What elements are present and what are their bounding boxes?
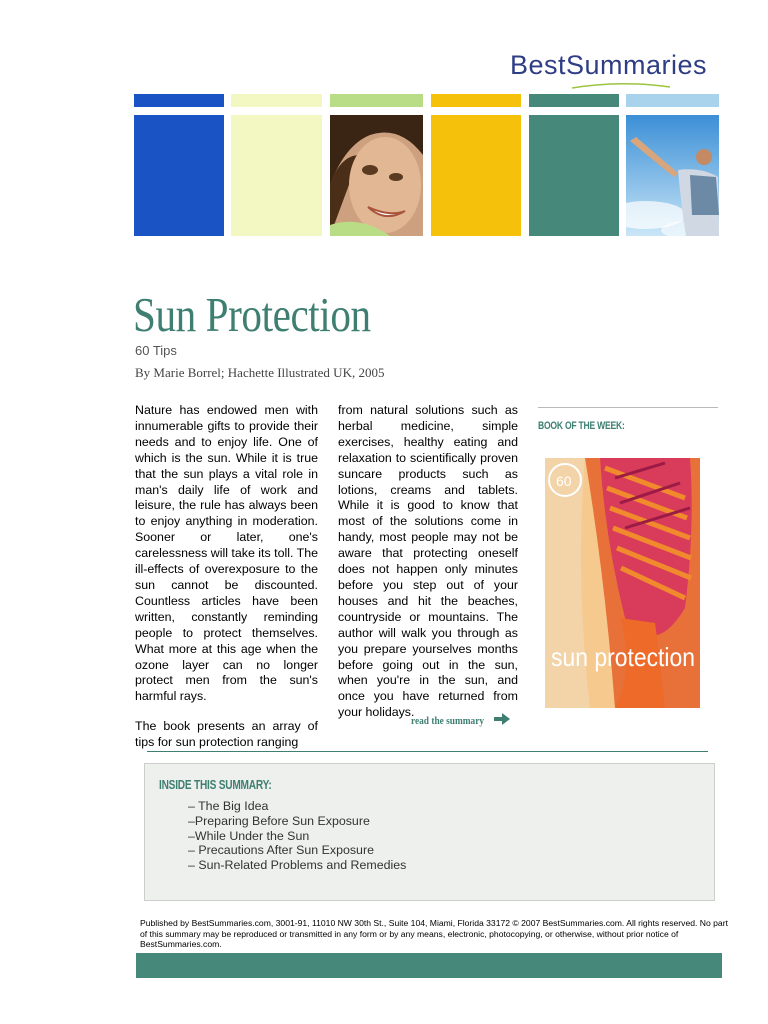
byline: By Marie Borrel; Hachette Illustrated UK, 2005: [135, 365, 385, 380]
sky-photo: [626, 115, 719, 236]
list-item: –While Under the Sun: [188, 828, 310, 843]
block-pale-yellow: [231, 115, 322, 236]
summary-contents-list: [188, 799, 406, 873]
strip-light-blue: [626, 94, 719, 107]
footer-bar: [136, 953, 722, 978]
body-paragraph: The book presents an array of tips for sun protection ranging: [135, 719, 318, 750]
block-gold: [431, 115, 521, 236]
section-divider: [147, 751, 708, 752]
block-teal: [529, 115, 619, 236]
strip-pale-yellow: [231, 94, 322, 107]
read-summary-link[interactable]: read the summary: [411, 715, 485, 727]
list-item: – Sun-Related Problems and Remedies: [188, 858, 407, 873]
strip-blue: [134, 94, 224, 107]
book-cover-image: [545, 458, 700, 708]
cover-title: sun protection: [551, 642, 695, 672]
body-paragraph: from natural solutions such as herbal medicine, simple exercises, healthy eating and relaxation to scientifically proven suncare products such as lotions, creams and tablets. While it is good to know that most of the solutions come in handy, most people may not be aware that protecting oneself does not happen only minutes before you step out of your houses and hit the beaches, countryside or mountains. The author will walk you through as you prepare yourselves months before going out in the sun, when you're in the sun, and once you have returned from your holidays.: [338, 403, 518, 720]
strip-gold: [431, 94, 521, 107]
man-raised-arms-image: [626, 115, 719, 236]
smiling-woman-image: [330, 115, 423, 236]
logo-text: [510, 50, 707, 81]
page-subtitle: 60 Tips: [135, 343, 177, 358]
inside-summary-box: [144, 763, 715, 901]
logo-best: Best: [510, 50, 567, 80]
inside-summary-heading: INSIDE THIS SUMMARY:: [159, 777, 272, 792]
body-column-1: [135, 403, 318, 761]
logo-swoosh-icon: [510, 82, 720, 92]
body-paragraph: Nature has endowed men with innumerable gifts to provide their needs and to enjoy life. One of which is the sun. While it is true that the sun plays a vital role in man's daily life of work and leisure, the rule has always been to enjoy anything in moderation. Sooner or later, one's carelessness will take its toll. The ill-effects of overexposure to the sun cannot be discounted. Countless articles have been written, constantly reminding people to protect themselves. What more at this age when the ozone layer can no longer protect men from the sun's harmful rays.: [135, 403, 318, 704]
face-photo: [330, 115, 423, 236]
bestsummaries-logo[interactable]: [510, 50, 720, 90]
block-blue: [134, 115, 224, 236]
page-title: Sun Protection: [133, 287, 371, 342]
book-of-the-week-heading: BOOK OF THE WEEK:: [538, 420, 625, 432]
list-item: – The Big Idea: [188, 799, 269, 813]
body-column-2: [338, 403, 518, 731]
book-cover[interactable]: [545, 458, 700, 708]
list-item: –Preparing Before Sun Exposure: [188, 813, 370, 828]
logo-summaries: Summaries: [566, 50, 708, 80]
list-item: – Precautions After Sun Exposure: [188, 843, 374, 858]
strip-teal: [529, 94, 619, 107]
arrow-right-icon[interactable]: [494, 713, 510, 725]
copyright-notice: Published by BestSummaries.com, 3001-91, 11010 NW 30th St., Suite 104, Miami, Florida 33172 © 2007 BestSummaries.com. All rights reserved. No part of this summary may be reproduced or transmitted in any form or by any means, electronic, photocopying, or otherwise, without prior notice of BestSummaries.com.: [140, 918, 728, 950]
strip-green: [330, 94, 423, 107]
sidebar-divider: [538, 407, 718, 408]
cover-badge: 60: [556, 473, 572, 489]
